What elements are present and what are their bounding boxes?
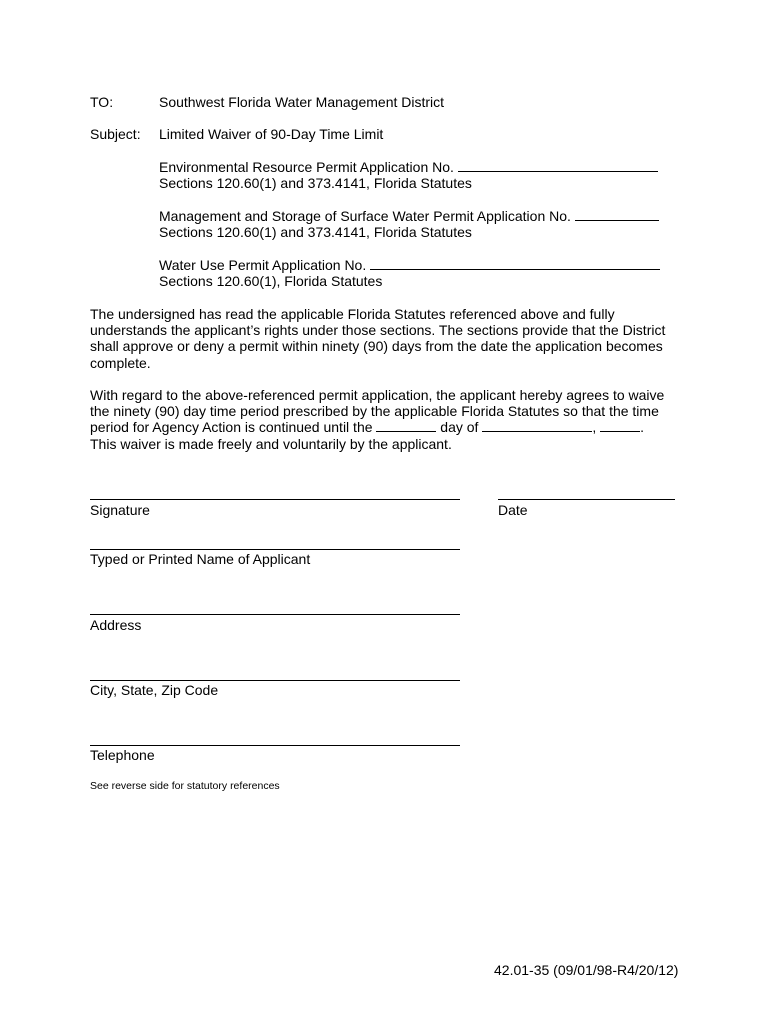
permit-msswp-number-field[interactable]: [575, 208, 659, 221]
permit-msswp-statutes: Sections 120.60(1) and 373.4141, Florida Statutes: [159, 224, 472, 240]
waiver-paragraph-line: This waiver is made freely and voluntarily by the applicant.: [90, 435, 452, 452]
permit-wup-number-field[interactable]: [370, 257, 660, 270]
date-line[interactable]: [498, 499, 675, 500]
permit-wup-label: Water Use Permit Application No.: [159, 257, 367, 273]
permit-msswp-line: [159, 208, 659, 225]
rights-paragraph-line: The undersigned has read the applicable Florida Statutes referenced above and fully: [90, 306, 615, 322]
period-text: .: [640, 419, 644, 436]
typed-name-label: Typed or Printed Name of Applicant: [90, 551, 311, 567]
waiver-paragraph: [90, 387, 670, 452]
telephone-label: Telephone: [90, 747, 155, 763]
rights-paragraph-line: complete.: [90, 354, 151, 371]
address-label: Address: [90, 617, 142, 633]
signature-line[interactable]: [90, 499, 460, 500]
city-state-zip-label: City, State, Zip Code: [90, 682, 219, 698]
subject-label: Subject:: [90, 126, 141, 142]
waiver-paragraph-line: the ninety (90) day time period prescribed by the applicable Florida Statutes so that the time: [90, 403, 659, 420]
to-value: Southwest Florida Water Management District: [159, 94, 445, 110]
permit-erp-number-field[interactable]: [458, 159, 658, 172]
continued-until-text: period for Agency Action is continued until the: [90, 419, 373, 436]
signature-label: Signature: [90, 502, 150, 518]
rights-paragraph-line: understands the applicant’s rights under those sections. The sections provide that the District: [90, 322, 666, 339]
date-label: Date: [498, 502, 528, 518]
city-state-zip-line[interactable]: [90, 680, 460, 681]
form-number: 42.01-35 (09/01/98-R4/20/12): [494, 962, 679, 978]
rights-paragraph: [90, 306, 670, 371]
telephone-line[interactable]: [90, 745, 460, 746]
permit-erp-label: Environmental Resource Permit Application No.: [159, 159, 454, 175]
rights-paragraph-line: shall approve or deny a permit within ninety (90) days from the date the application becomes: [90, 338, 663, 355]
permit-erp-statutes: Sections 120.60(1) and 373.4141, Florida Statutes: [159, 175, 472, 191]
subject-value: Limited Waiver of 90-Day Time Limit: [159, 126, 384, 142]
typed-name-line[interactable]: [90, 549, 460, 550]
comma-text: ,: [592, 419, 597, 436]
reverse-side-note: See reverse side for statutory references: [90, 780, 280, 792]
permit-msswp-label: Management and Storage of Surface Water Permit Application No.: [159, 208, 571, 224]
address-line[interactable]: [90, 614, 460, 615]
to-label: TO:: [90, 94, 114, 110]
month-field[interactable]: [482, 419, 592, 432]
day-field[interactable]: [376, 419, 436, 432]
waiver-paragraph-line: [90, 419, 670, 435]
year-field[interactable]: [600, 419, 640, 432]
permit-erp-line: [159, 159, 658, 176]
permit-wup-line: [159, 257, 660, 274]
permit-wup-statutes: Sections 120.60(1), Florida Statutes: [159, 273, 383, 289]
day-of-text: day of: [440, 419, 479, 436]
waiver-paragraph-line: With regard to the above-referenced permit application, the applicant hereby agrees to waive: [90, 387, 665, 403]
